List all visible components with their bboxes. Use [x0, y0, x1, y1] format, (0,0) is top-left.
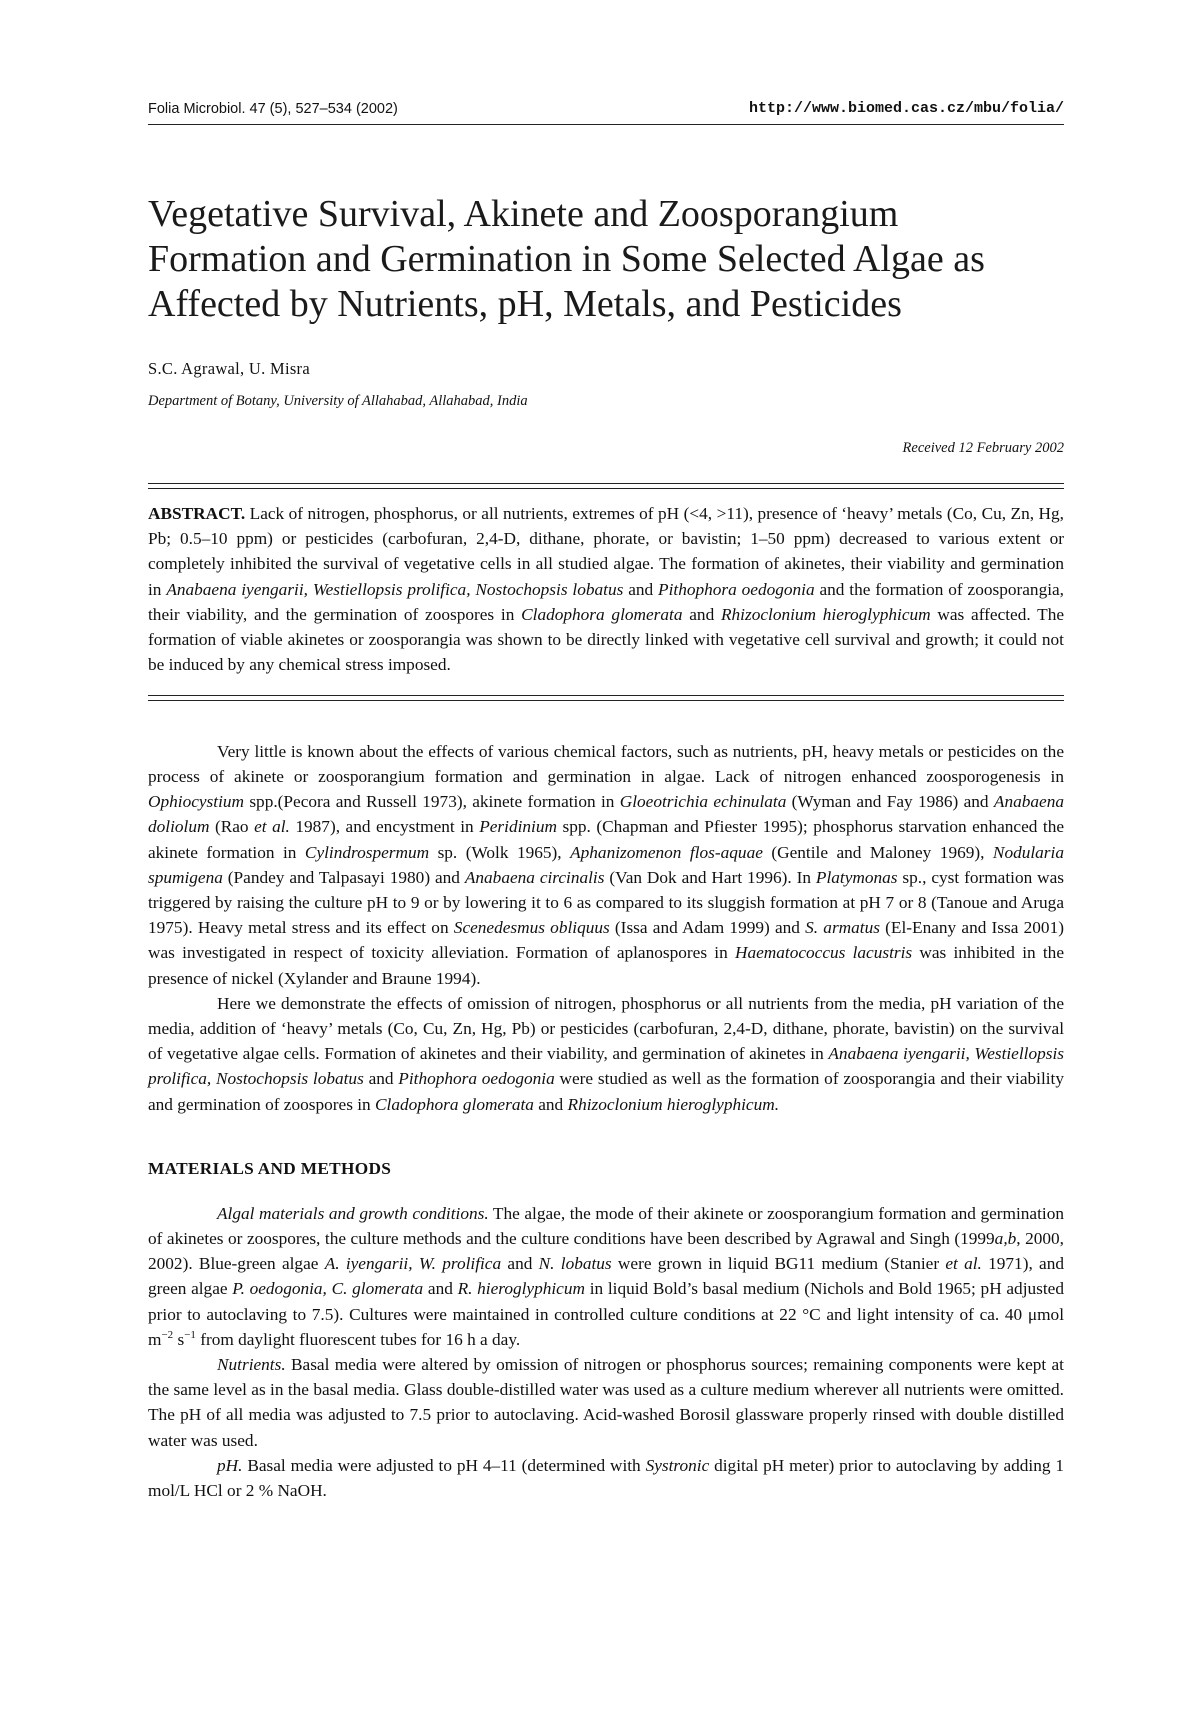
text-run: (Issa and Adam 1999) and	[609, 918, 806, 938]
text-run: The algae, the mode of their akinete or zoosporangium formation and germination of akinetes or zoospores, the culture methods and the culture conditions have been described by Agrawal and Singh (1999	[148, 1203, 1064, 1248]
italic-text: Anabaena circinalis	[464, 867, 605, 887]
text-run: and	[363, 1069, 399, 1089]
italic-text: Peridinium	[479, 817, 557, 837]
italic-text: Anabaena doliolum	[148, 792, 1064, 837]
italic-text: Pithophora oedogonia	[398, 1069, 555, 1089]
text-run: 1987), and encystment in	[289, 817, 480, 837]
italic-text: S. armatus	[805, 918, 880, 938]
italic-text: Haematococcus lacustris	[734, 943, 913, 963]
italic-text: Algal materials and growth conditions.	[217, 1203, 489, 1223]
affiliation: Department of Botany, University of Allahabad, Allahabad, India	[148, 393, 528, 409]
text-run: from daylight fluorescent tubes for 16 h a day.	[195, 1329, 521, 1349]
text-run: digital pH meter) prior to autoclaving by adding 1 mol/L HCl or 2 % NaOH.	[148, 1455, 1064, 1500]
superscript: −1	[184, 1329, 196, 1342]
italic-text: A. iyengarii, W. prolifica	[324, 1254, 502, 1274]
text-run: and	[501, 1254, 539, 1274]
italic-text: Anabaena iyengarii, Westiellopsis prolifica, Nostochopsis lobatus	[148, 1044, 1064, 1089]
text-run: sp. (Wolk 1965),	[429, 842, 571, 862]
methods-paragraph-nutrients	[148, 1352, 1064, 1453]
text-run: was affected. The formation of viable akinetes or zoosporangia was shown to be directly linked with vegetative cell survival and growth; it could not be induced by any chemical stress imposed.	[148, 604, 1065, 675]
italic-text: Cylindrospermum	[304, 842, 430, 862]
text-run: (El-Enany and Issa 2001) was investigated in respect of toxicity alleviation. Formation of aplanospores in	[148, 918, 1064, 963]
italic-text: N. lobatus	[538, 1254, 612, 1274]
methods-paragraph-ph	[148, 1453, 1064, 1503]
italic-text: Nodularia spumigena	[148, 842, 1064, 887]
italic-text: Anabaena iyengarii, Westiellopsis prolifica, Nostochopsis lobatus	[166, 579, 624, 599]
intro-paragraph-1	[148, 739, 1064, 991]
text-run: 1971), and green algae	[148, 1254, 1064, 1299]
italic-text: Cladophora glomerata	[521, 604, 683, 624]
italic-text: Systronic	[645, 1455, 710, 1475]
journal-url[interactable]: http://www.biomed.cas.cz/mbu/folia/	[748, 100, 1064, 117]
author-list: S.C. Agrawal, U. Misra	[148, 359, 310, 378]
text-run: and	[682, 604, 721, 624]
text-run: and	[423, 1279, 458, 1299]
section-heading-methods: MATERIALS AND METHODS	[148, 1158, 392, 1178]
text-run: (Pandey and Talpasayi 1980) and	[222, 867, 465, 887]
italic-text: pH.	[217, 1455, 243, 1475]
paper-title: Vegetative Survival, Akinete and Zoosporangium Formation and Germination in Some Selected Algae as Affected by Nutrients, pH, Metals, and Pesticides	[148, 193, 985, 325]
text-run: Basal media were altered by omission of nitrogen or phosphorus sources; remaining components were kept at the same level as in the basal media. Glass double-distilled water was used as a culture medium wherever all nutrients were omitted. The pH of all media was adjusted to 7.5 prior to autoclaving. Acid-washed Borosil glassware properly rinsed with double distilled water was used.	[148, 1354, 1064, 1450]
italic-text: Rhizoclonium hieroglyphicum	[720, 604, 931, 624]
running-header	[148, 100, 1064, 125]
text-run: was inhibited in the presence of nickel (Xylander and Braune 1994).	[148, 943, 1064, 988]
text-run: Basal media were adjusted to pH 4–11 (determined with	[242, 1455, 646, 1475]
journal-citation: Folia Microbiol. 47 (5), 527–534 (2002)	[148, 101, 398, 117]
text-run: were studied as well as the formation of zoosporangia and their viability and germination of zoospores in	[148, 1069, 1064, 1114]
italic-text: Aphanizomenon flos-aquae	[570, 842, 763, 862]
abstract-body	[148, 504, 1064, 674]
italic-text: Nutrients.	[217, 1354, 286, 1374]
methods-section	[148, 1201, 1064, 1503]
text-run: were grown in liquid BG11 medium (Stanier	[611, 1254, 946, 1274]
italic-text: Ophiocystium	[148, 792, 244, 812]
text-run: spp.(Pecora and Russell 1973), akinete formation in	[244, 792, 620, 812]
italic-text: a,b	[994, 1228, 1017, 1248]
text-run: (Wyman and Fay 1986) and	[786, 792, 994, 812]
intro-paragraph-2	[148, 991, 1064, 1117]
italic-text: et al.	[254, 817, 290, 837]
abstract-top-rule	[148, 483, 1064, 489]
italic-text: Platymonas	[815, 867, 898, 887]
italic-text: Rhizoclonium hieroglyphicum.	[567, 1094, 780, 1114]
text-run: spp. (Chapman and Pfiester 1995); phosphorus starvation enhanced the akinete formation in	[148, 817, 1065, 862]
text-run: Here we demonstrate the effects of omission of nitrogen, phosphorus or all nutrients from the media, pH variation of the media, addition of ‘heavy’ metals (Co, Cu, Zn, Hg, Pb) or pesticides (carbofuran, 2,4-D, dithane, phorate, bavistin) on the survival of vegetative algae cells. Formation of akinetes and their viability, and germination of akinetes in	[148, 993, 1064, 1064]
italic-text: P. oedogonia, C. glomerata	[232, 1279, 424, 1299]
text-run: s	[173, 1329, 185, 1349]
text-run: and	[623, 579, 659, 599]
text-run: (Gentile and Maloney 1969),	[762, 842, 993, 862]
text-run: in liquid Bold’s basal medium (Nichols and Bold 1965; pH adjusted prior to autoclaving to 7.5). Cultures were maintained in controlled culture conditions at 22 °C and light intensity of ca. 40 μmol m	[148, 1279, 1064, 1349]
italic-text: et al.	[945, 1254, 982, 1274]
text-run: sp., cyst formation was triggered by raising the culture pH to 9 or by lowering it to 6 as compared to its sluggish formation at pH 7 or 8 (Tanoue and Aruga 1975). Heavy metal stress and its effect on	[148, 867, 1065, 938]
text-run: Very little is known about the effects of various chemical factors, such as nutrients, pH, heavy metals or pesticides on the process of akinete or zoosporangium formation and germination in algae. Lack of nitrogen enhanced zoosporogenesis in	[148, 741, 1064, 786]
text-run: Lack of nitrogen, phosphorus, or all nutrients, extremes of pH (<4, >11), presence of ‘heavy’ metals (Co, Cu, Zn, Hg, Pb; 0.5–10 ppm) or pesticides (carbofuran, 2,4-D, dithane, phorate, or bavistin; 1–50 ppm) decreased to various extent or completely inhibited the survival of vegetative cells in all studied algae. The formation of akinetes, their viability and germination in	[148, 504, 1064, 599]
text-run: (Rao	[209, 817, 255, 837]
abstract-bottom-rule	[148, 695, 1064, 701]
italic-text: R. hieroglyphicum	[457, 1279, 585, 1299]
text-run: and the formation of zoosporangia, their viability, and the germination of zoospores in	[148, 579, 1065, 624]
italic-text: Cladophora glomerata	[375, 1094, 534, 1114]
paper-page	[148, 100, 1064, 1503]
received-date: Received 12 February 2002	[902, 440, 1064, 456]
italic-text: Gloeotrichia echinulata	[619, 792, 787, 812]
methods-paragraph-algal-materials	[148, 1201, 1064, 1352]
abstract-label: ABSTRACT.	[148, 504, 246, 523]
italic-text: Pithophora oedogonia	[658, 579, 815, 599]
introduction	[148, 739, 1064, 1117]
text-run: and	[533, 1094, 568, 1114]
abstract	[148, 501, 1064, 677]
superscript: −2	[161, 1329, 174, 1342]
text-run: , 2000, 2002). Blue-green algae	[148, 1228, 1064, 1274]
text-run: (Van Dok and Hart 1996). In	[604, 867, 816, 887]
italic-text: Scenedesmus obliquus	[453, 918, 610, 938]
